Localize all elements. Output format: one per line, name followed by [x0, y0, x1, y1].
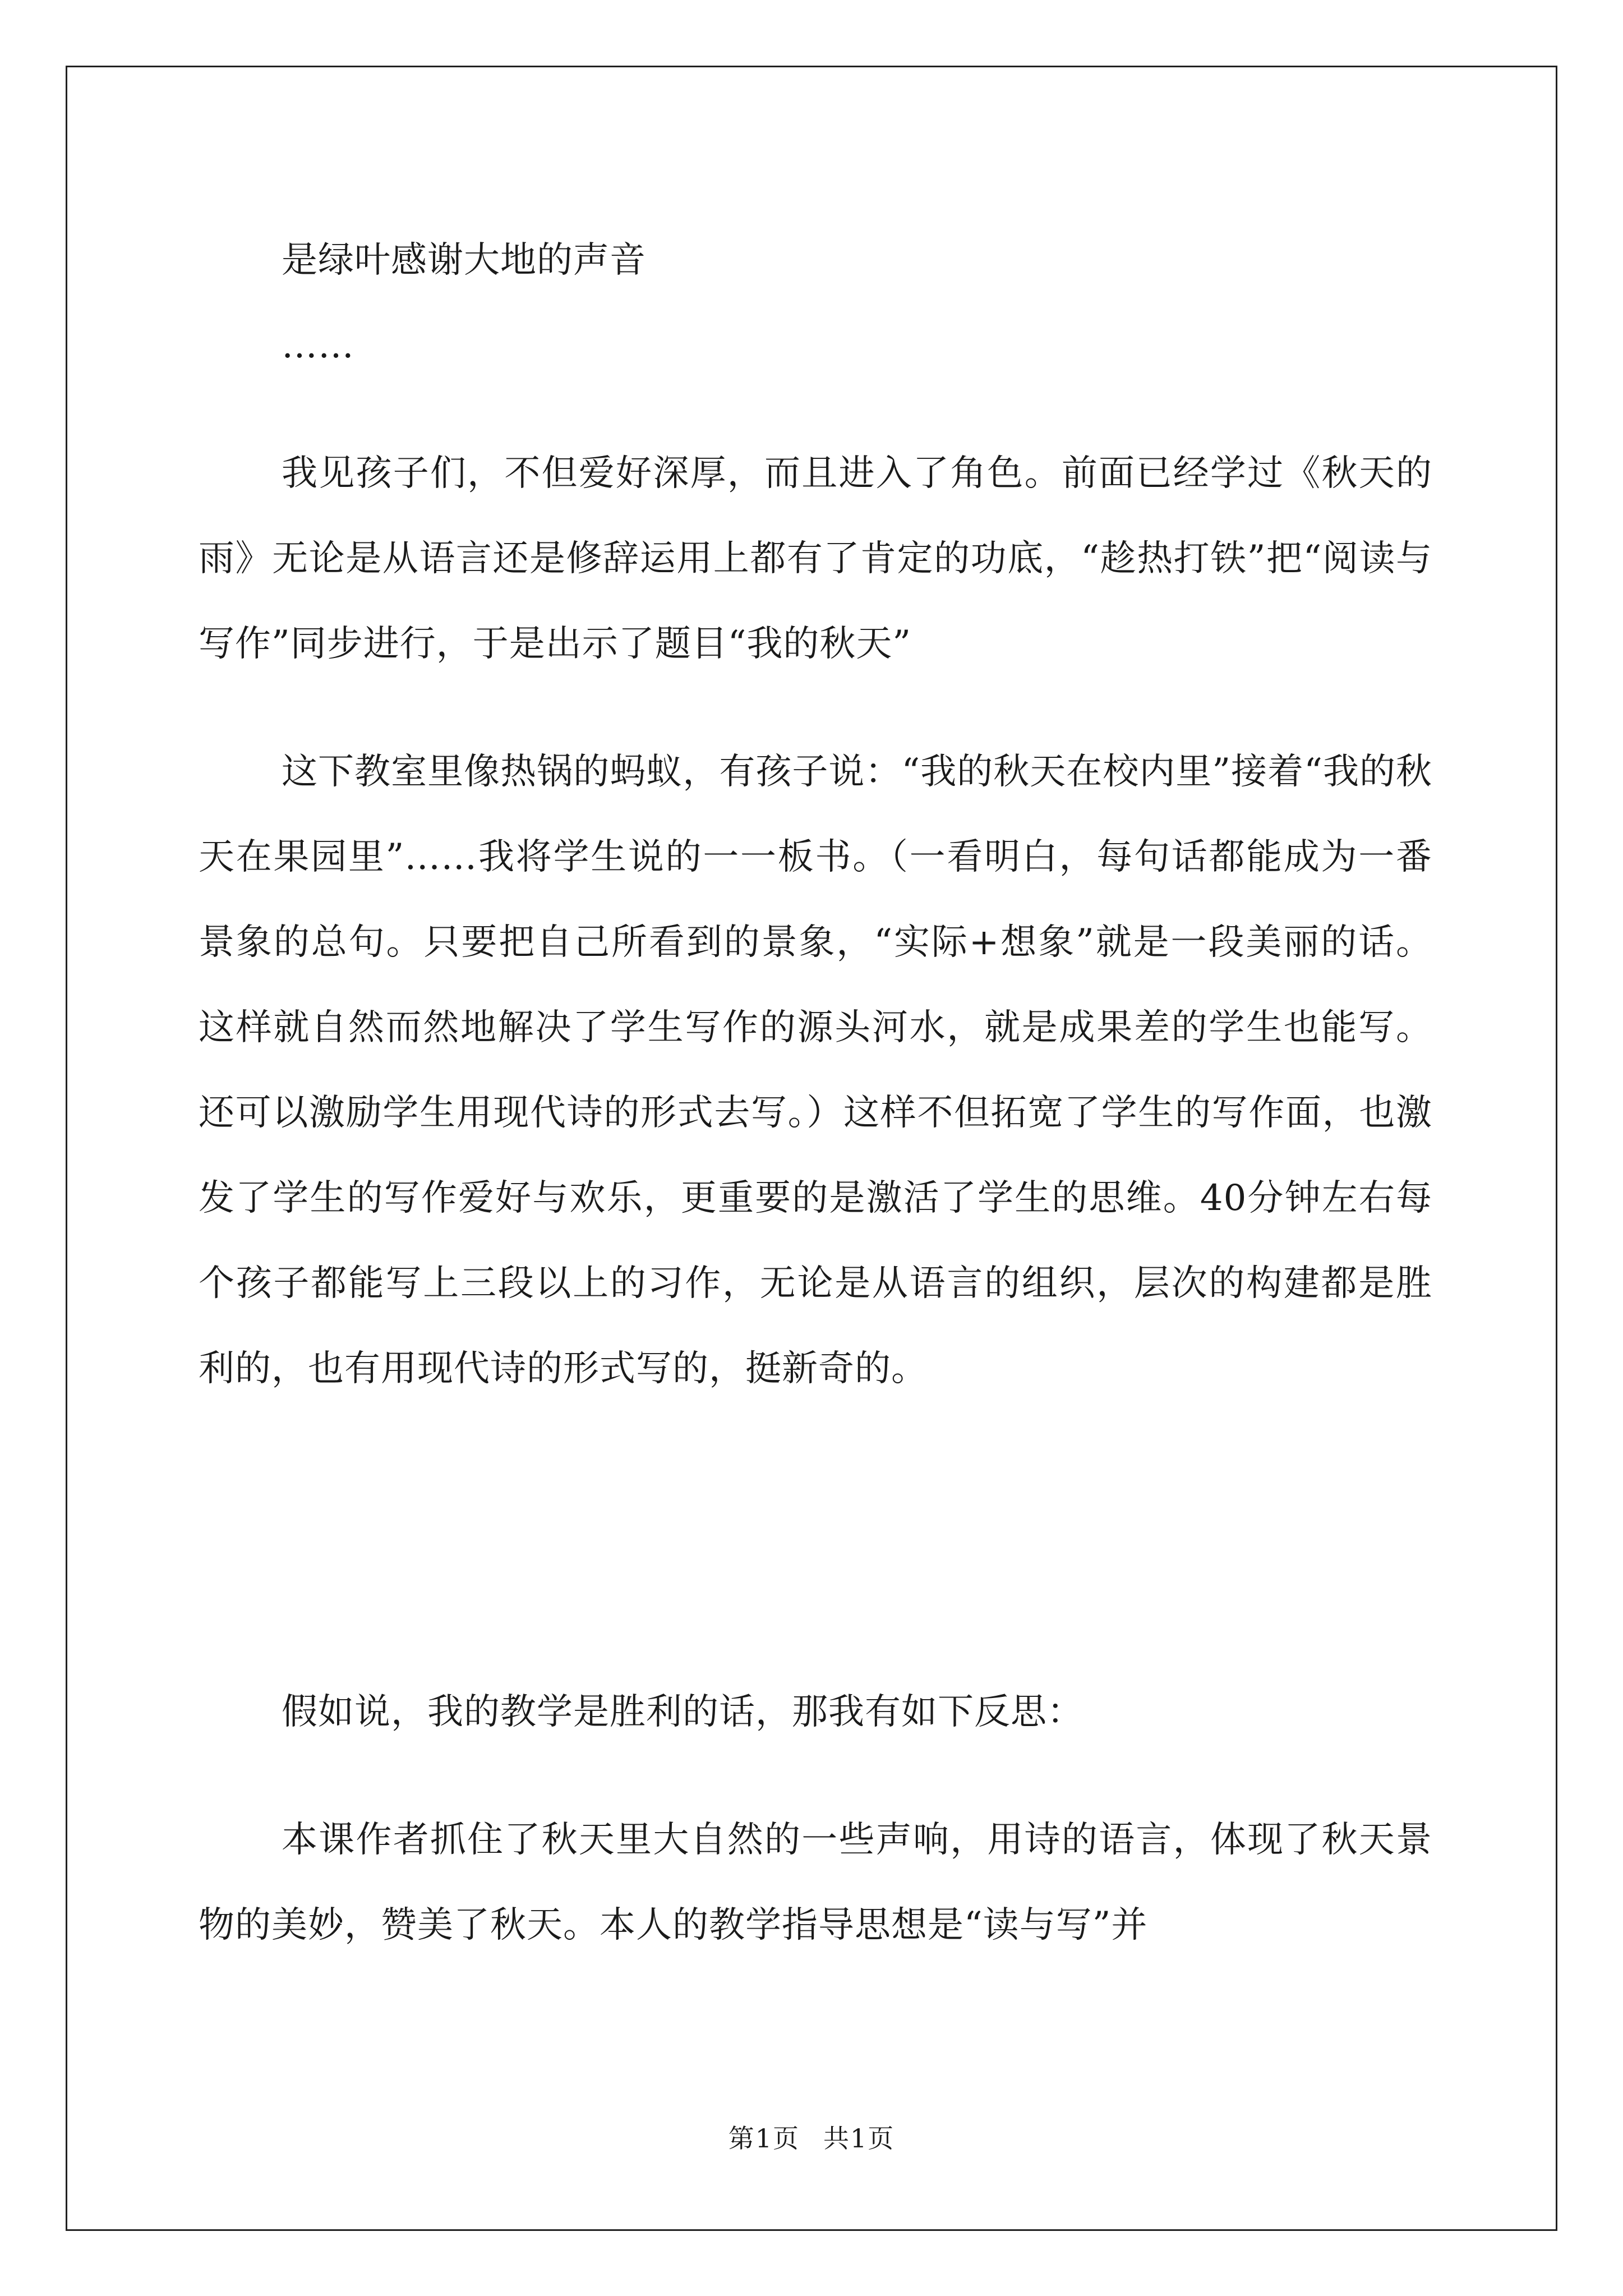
paragraph-reflection-intro: 假如说，我的教学是胜利的话，那我有如下反思： [282, 1691, 1083, 1733]
page-footer [0, 2122, 1623, 2155]
page-number: 第1页 [728, 2123, 800, 2154]
paragraph-poem-line: 是绿叶感谢大地的声音 [282, 240, 646, 281]
paragraph-intro: 我见孩子们，不但爱好深厚，而且进入了角色。前面已经学过《秋天的雨》无论是从语言还是修辞运用上都有了肯定的功底，“趁热打铁”把“阅读与写作”同步进行，于是出示了题目“我的秋天” [199, 453, 1432, 665]
paragraph-reflection: 本课作者抓住了秋天里大自然的一些声响，用诗的语言，体现了秋天景物的美妙，赞美了秋天。本人的教学指导思想是“读与写”并 [199, 1819, 1432, 1946]
paragraph-ellipsis: …… [282, 325, 354, 366]
paragraph-classroom: 这下教室里像热锅的蚂蚁，有孩子说：“我的秋天在校内里”接着“我的秋天在果园里”……我将学生说的一一板书。（一看明白，每句话都能成为一番景象的总句。只要把自己所看到的景象，“实际+想象”就是一段美丽的话。这样就自然而然地解决了学生写作的源头河水，就是成果差的学生也能写。还可以激励学生用现代诗的形式去写。）这样不但拓宽了学生的写作面，也激发了学生的写作爱好与欢乐，更重要的是激活了学生的思维。40分钟左右每个孩子都能写上三段以上的习作，无论是从语言的组织，层次的构建都是胜利的，也有用现代诗的形式写的，挺新奇的。 [199, 751, 1432, 1389]
page-total: 共1页 [823, 2123, 895, 2154]
